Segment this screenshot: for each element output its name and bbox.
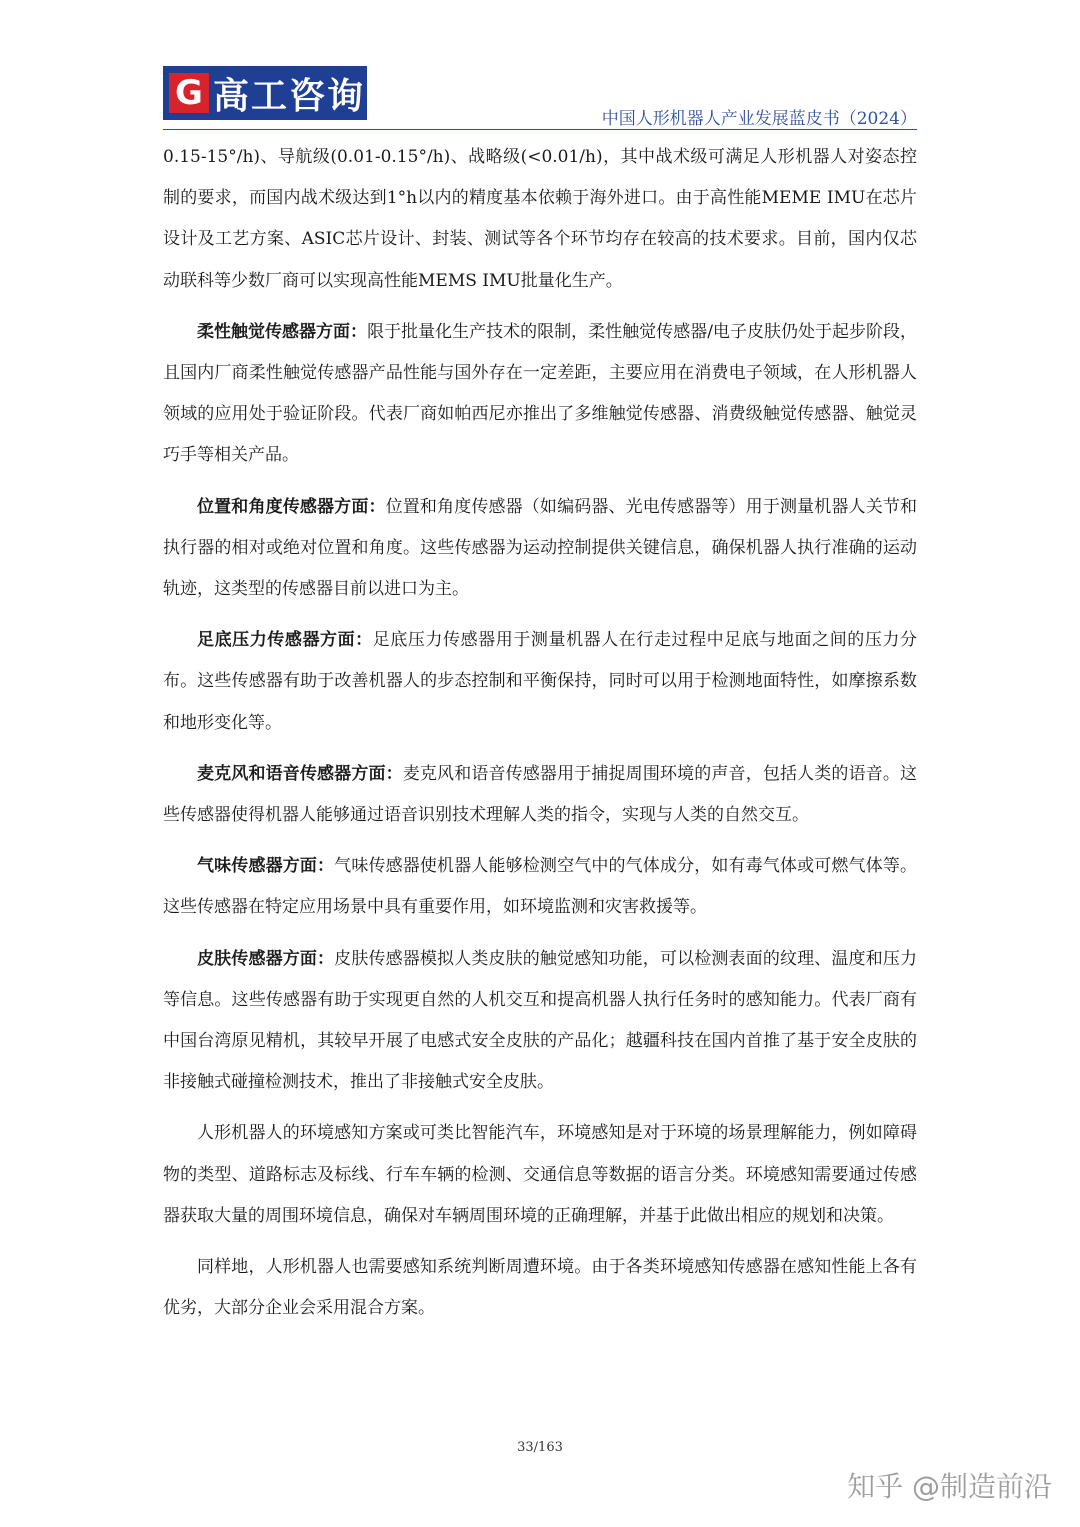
paragraph-heading: 位置和角度传感器方面： xyxy=(197,496,386,517)
paragraph-heading: 气味传感器方面： xyxy=(197,856,335,877)
paragraph-heading: 皮肤传感器方面： xyxy=(197,948,335,969)
logo-text: 高工咨询 xyxy=(213,75,366,117)
paragraph-text: 麦克风和语音传感器用于捕捉周围环境的声音，包括人类的语音。这些传感器使得机器人能够通过语音识别技术理解人类的指令，实现与人类的自然交互。 xyxy=(163,763,918,826)
paragraph-heading: 麦克风和语音传感器方面： xyxy=(197,763,403,784)
paragraph-tactile-sensor xyxy=(163,312,917,477)
logo-g-mark: G xyxy=(169,73,209,113)
paragraph-1 xyxy=(163,137,917,302)
paragraph-text: 位置和角度传感器（如编码器、光电传感器等）用于测量机器人关节和执行器的相对或绝对位置和角度。这些传感器为运动控制提供关键信息，确保机器人执行准确的运动轨迹，这类型的传感器目前以进口为主。 xyxy=(163,496,917,600)
paragraph-text: 0.15-15°/h)、导航级(0.01-0.15°/h)、战略级(<0.01/h)，其中战术级可满足人形机器人对姿态控制的要求，而国内战术级达到1°h以内的精度基本依赖于海外进口。由于高性能MEME IMU在芯片设计及工艺方案、ASIC芯片设计、封装、测试等各个环节均存在较高的技术要求。目前，国内仅芯动联科等少数厂商可以实现高性能MEMS IMU批量化生产。 xyxy=(163,147,917,291)
paragraph-text: 皮肤传感器模拟人类皮肤的触觉感知功能，可以检测表面的纹理、温度和压力等信息。这些传感器有助于实现更自然的人机交互和提高机器人执行任务时的感知能力。代表厂商有中国台湾原见精机，其较早开展了电感式安全皮肤的产品化；越疆科技在国内首推了基于安全皮肤的非接触式碰撞检测技术，推出了非接触式安全皮肤。 xyxy=(163,948,917,1093)
paragraph-position-sensor xyxy=(163,487,917,611)
paragraph-microphone-sensor xyxy=(163,754,917,836)
brand-logo xyxy=(163,66,367,120)
header-divider xyxy=(163,129,917,130)
paragraph-odor-sensor xyxy=(163,846,917,928)
paragraph-heading: 柔性触觉传感器方面： xyxy=(197,321,368,342)
page-body xyxy=(163,137,917,1339)
paragraph-text: 同样地，人形机器人也需要感知系统判断周遭环境。由于各类环境感知传感器在感知性能上各有优劣，大部分企业会采用混合方案。 xyxy=(163,1257,917,1319)
paragraph-text: 人形机器人的环境感知方案或可类比智能汽车，环境感知是对于环境的场景理解能力，例如障碍物的类型、道路标志及标线、行车车辆的检测、交通信息等数据的语言分类。环境感知需要通过传感器获取大量的周围环境信息，确保对车辆周围环境的正确理解，并基于此做出相应的规划和决策。 xyxy=(163,1123,917,1226)
paragraph-text: 足底压力传感器用于测量机器人在行走过程中足底与地面之间的压力分布。这些传感器有助于改善机器人的步态控制和平衡保持，同时可以用于检测地面特性，如摩擦系数和地形变化等。 xyxy=(163,630,917,733)
paragraph-text: 气味传感器使机器人能够检测空气中的气体成分，如有毒气体或可燃气体等。这些传感器在特定应用场景中具有重要作用，如环境监测和灾害救援等。 xyxy=(163,856,917,918)
page-number: 33/163 xyxy=(517,1440,563,1455)
paragraph-skin-sensor xyxy=(163,939,917,1104)
paragraph-text: 限于批量化生产技术的限制，柔性触觉传感器/电子皮肤仍处于起步阶段，且国内厂商柔性触觉传感器产品性能与国外存在一定差距，主要应用在消费电子领域，在人形机器人领域的应用处于验证阶段。代表厂商如帕西尼亦推出了多维触觉传感器、消费级触觉传感器、触觉灵巧手等相关产品。 xyxy=(163,321,918,466)
paragraph-foot-pressure-sensor xyxy=(163,620,917,744)
zhihu-watermark: 知乎 @制造前沿 xyxy=(847,1470,1052,1503)
paragraph-environment-perception xyxy=(163,1113,917,1237)
paragraph-heading: 足底压力传感器方面： xyxy=(197,630,373,651)
paragraph-hybrid-solution xyxy=(163,1247,917,1329)
document-title: 中国人形机器人产业发展蓝皮书（2024） xyxy=(601,109,917,129)
